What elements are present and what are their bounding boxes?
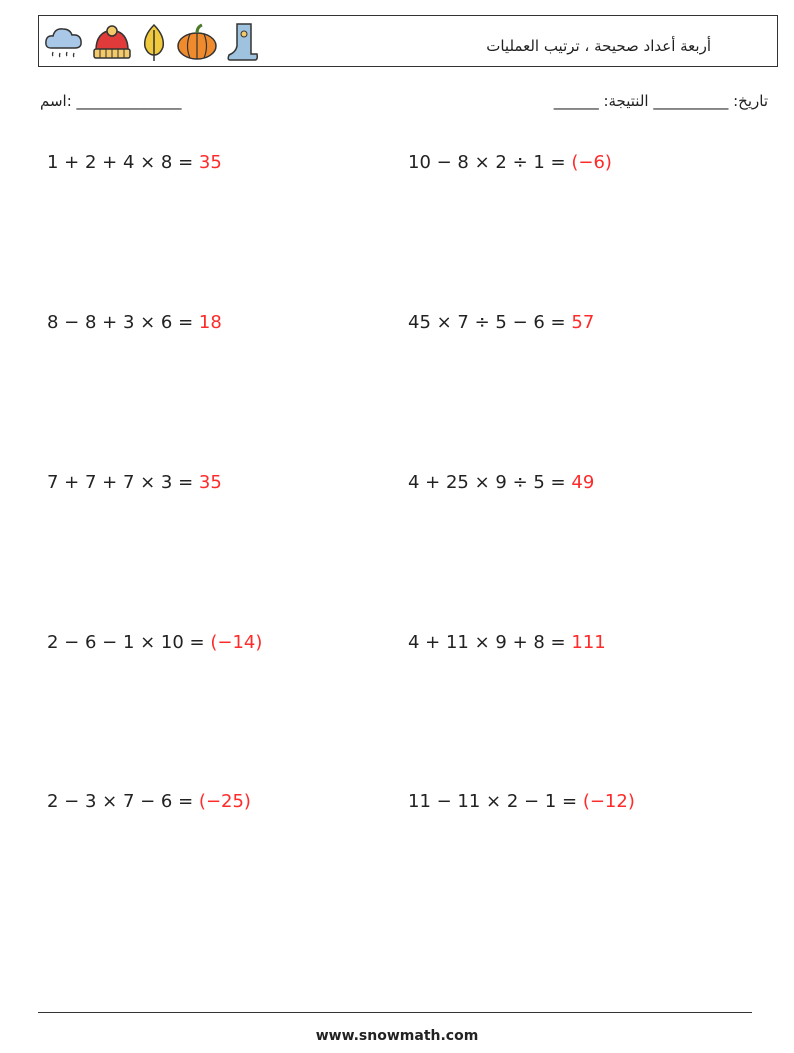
expression: 11 − 11 × 2 − 1 = [408, 791, 583, 812]
rain-cloud-icon [43, 22, 85, 62]
problem-10 [408, 791, 635, 812]
problem-8 [408, 632, 606, 653]
answer: (−6) [571, 152, 612, 173]
problem-3 [47, 312, 222, 333]
answer: 35 [198, 152, 222, 173]
expression: 45 × 7 ÷ 5 − 6 = [408, 312, 572, 333]
answer: 18 [198, 312, 222, 333]
problem-4 [408, 312, 594, 333]
expression: 2 − 6 − 1 × 10 = [47, 632, 211, 653]
answer: 57 [571, 312, 595, 333]
expression: 2 − 3 × 7 − 6 = [47, 791, 199, 812]
name-field: اسم: ______________ [40, 92, 182, 110]
answer: (−14) [210, 632, 263, 653]
problem-5 [47, 472, 222, 493]
winter-hat-icon [91, 22, 133, 62]
expression: 7 + 7 + 7 × 3 = [47, 472, 199, 493]
footer-divider [38, 1012, 752, 1013]
answer: 49 [571, 472, 595, 493]
icon-strip [43, 20, 259, 64]
expression: 4 + 11 × 9 + 8 = [408, 632, 572, 653]
answer: 111 [571, 632, 606, 653]
expression: 1 + 2 + 4 × 8 = [47, 152, 199, 173]
problem-1 [47, 152, 222, 173]
problem-9 [47, 791, 251, 812]
worksheet-title: أربعة أعداد صحيحة ، ترتيب العمليات [486, 37, 711, 55]
header-box [38, 15, 778, 67]
problem-6 [408, 472, 594, 493]
date-score-field: ______ :تاريخ: __________ النتيجة [553, 92, 768, 110]
footer-website: www.snowmath.com [315, 1028, 479, 1044]
leaf-icon [139, 22, 169, 62]
problem-2 [408, 152, 612, 173]
answer: (−25) [198, 791, 251, 812]
expression: 4 + 25 × 9 ÷ 5 = [408, 472, 572, 493]
expression: 10 − 8 × 2 ÷ 1 = [408, 152, 572, 173]
problem-7 [47, 632, 262, 653]
rain-boot-icon [225, 22, 259, 62]
expression: 8 − 8 + 3 × 6 = [47, 312, 199, 333]
answer: 35 [198, 472, 222, 493]
pumpkin-icon [175, 22, 219, 62]
answer: (−12) [582, 791, 635, 812]
